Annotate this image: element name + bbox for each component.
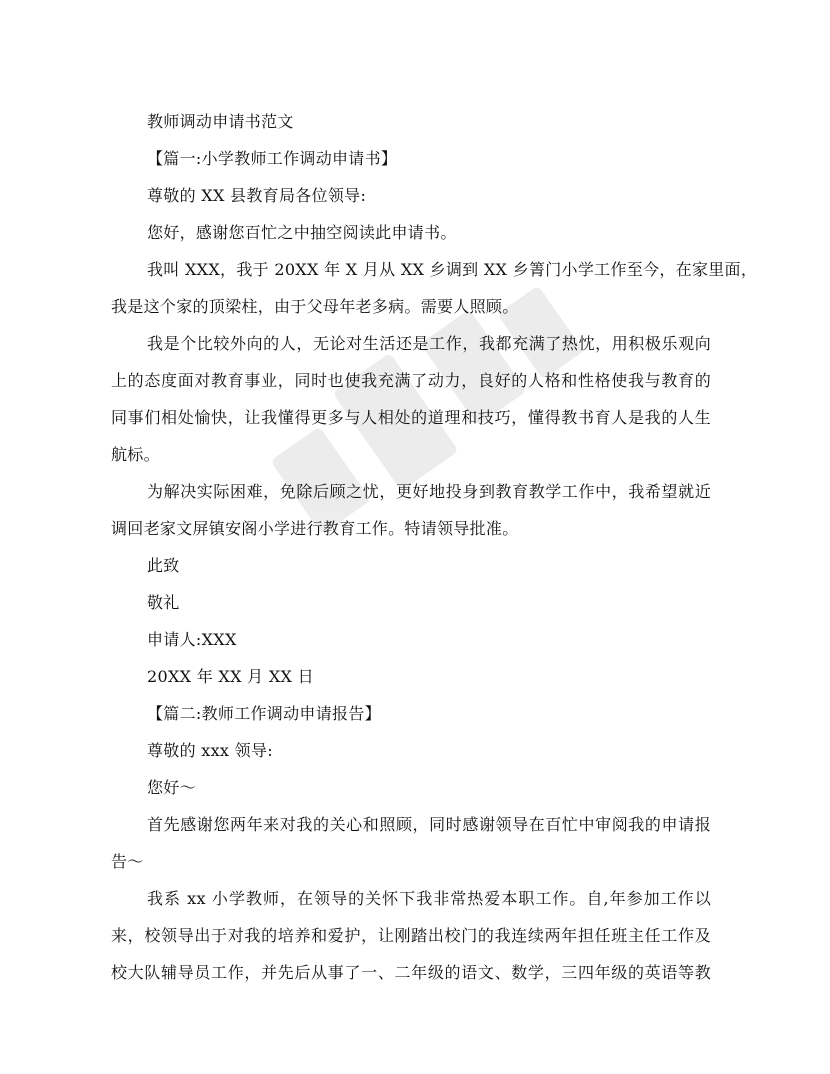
paragraph-line: 我叫 XXX，我于 20XX 年 X 月从 XX 乡调到 XX 乡箐门小学工作至今，在家里面，	[147, 260, 758, 279]
document-body	[111, 103, 758, 991]
paragraph-line: 我是个比较外向的人，无论对生活还是工作，我都充满了热忱，用积极乐观向	[147, 334, 711, 353]
paragraph-line: 我系 xx 小学教师，在领导的关怀下我非常热爱本职工作。自,年参加工作以	[147, 889, 711, 908]
salutation: 尊敬的 XX 县教育局各位领导:	[147, 186, 367, 205]
closing-line: 敬礼	[147, 593, 180, 612]
date-line: 20XX 年 XX 月 XX 日	[147, 667, 314, 686]
salutation: 尊敬的 xxx 领导:	[147, 741, 273, 760]
paragraph-line: 调回老家文屏镇安阁小学进行教育工作。特请领导批准。	[111, 519, 519, 538]
paragraph-line: 我是这个家的顶梁柱，由于父母年老多病。需要人照顾。	[111, 297, 519, 316]
paragraph-line: 同事们相处愉快，让我懂得更多与人相处的道理和技巧，懂得教书育人是我的人生	[111, 408, 711, 427]
section-1-heading: 【篇一:小学教师工作调动申请书】	[147, 149, 398, 168]
paragraph-line: 告～	[111, 852, 144, 871]
closing-line: 此致	[147, 556, 180, 575]
greeting: 您好～	[147, 778, 196, 797]
paragraph-line: 首先感谢您两年来对我的关心和照顾，同时感谢领导在百忙中审阅我的申请报	[147, 815, 711, 834]
paragraph-line: 为解决实际困难，免除后顾之忧，更好地投身到教育教学工作中，我希望就近	[147, 482, 711, 501]
document-title: 教师调动申请书范文	[147, 112, 294, 131]
paragraph-line: 校大队辅导员工作，并先后从事了一、二年级的语文、数学，三四年级的英语等教	[111, 963, 711, 982]
greeting: 您好，感谢您百忙之中抽空阅读此申请书。	[147, 223, 457, 242]
section-2-heading: 【篇二:教师工作调动申请报告】	[147, 704, 381, 723]
paragraph-line: 来，校领导出于对我的培养和爱护，让刚踏出校门的我连续两年担任班主任工作及	[111, 926, 711, 945]
paragraph-line: 航标。	[111, 445, 160, 464]
paragraph-line: 上的态度面对教育事业，同时也使我充满了动力，良好的人格和性格使我与教育的	[111, 371, 711, 390]
applicant-line: 申请人:XXX	[147, 630, 237, 649]
